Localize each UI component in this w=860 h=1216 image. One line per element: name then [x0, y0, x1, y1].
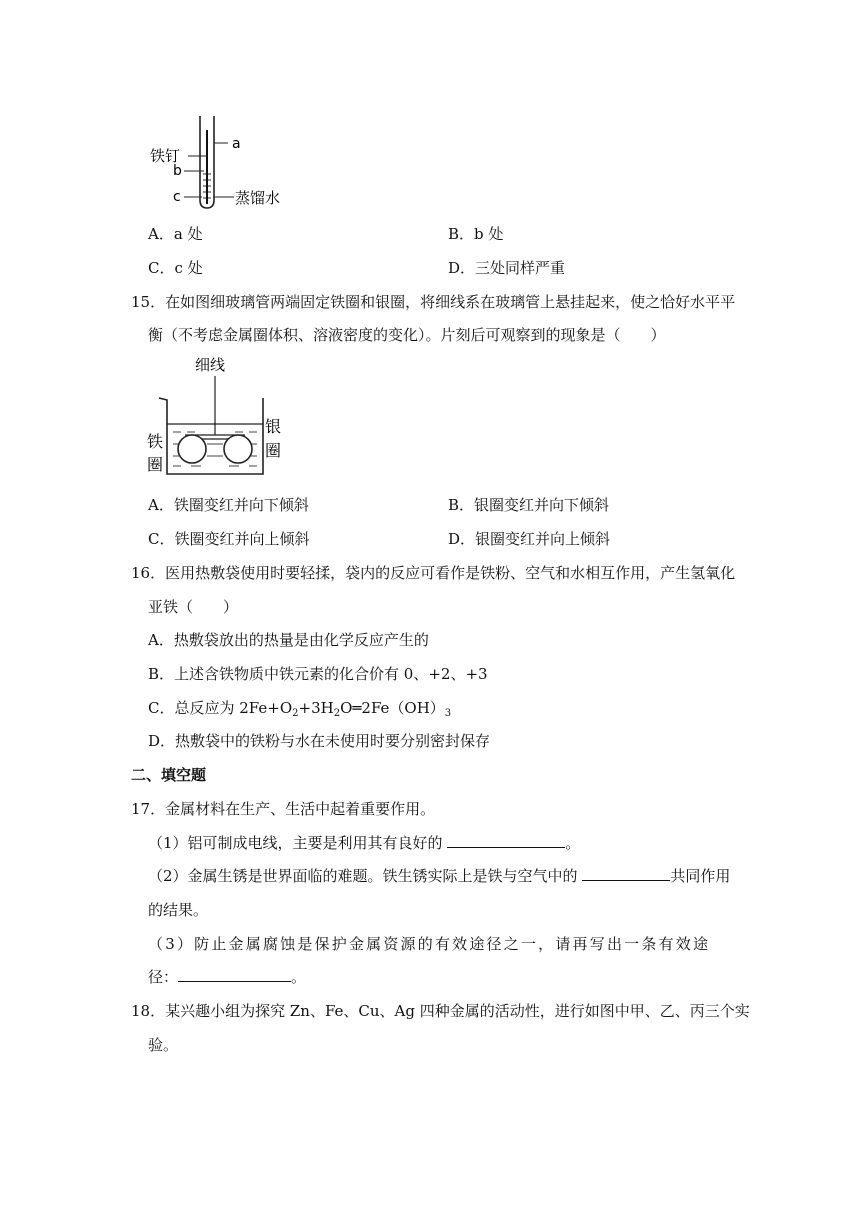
label-a: a	[232, 136, 241, 152]
answer-blank-1[interactable]	[447, 833, 565, 848]
q17-stem: 17．金属材料在生产、生活中起着重要作用。	[131, 800, 436, 818]
q16-option-b: B．上述含铁物质中铁元素的化合价有 0、+2、+3	[148, 665, 488, 683]
q14-option-d: D．三处同样严重	[448, 259, 566, 277]
q18-stem-line1: 18．某兴趣小组为探究 Zn、Fe、Cu、Ag 四种金属的活动性，进行如图中甲、乙、丙三个实	[131, 1002, 750, 1020]
q15-option-b: B．银圈变红并向下倾斜	[448, 496, 610, 514]
nail-label: 铁钉	[150, 147, 181, 165]
q16-option-c: C．总反应为 $2Fe+O_2+3H_2O═2Fe(OH)_3$	[148, 699, 452, 719]
beaker-figure	[145, 352, 285, 482]
iron-label-1: 铁	[147, 432, 164, 451]
silver-label-2: 圈	[265, 441, 282, 460]
q16-stem-line2: 亚铁（ ）	[148, 598, 239, 616]
q17-part2-cont: 的结果。	[148, 901, 209, 919]
q17-part3-cont: 径： 。	[148, 968, 307, 986]
iron-label-2: 圈	[147, 455, 164, 474]
q16-option-a: A．热敷袋放出的热量是由化学反应产生的	[148, 631, 429, 649]
label-c: c	[173, 189, 181, 205]
q16-stem-line1: 16．医用热敷袋使用时要轻揉，袋内的反应可看作是铁粉、空气和水相互作用，产生氢氧化	[131, 564, 736, 582]
label-b: b	[173, 163, 182, 179]
q14-option-a: A．a 处	[148, 225, 203, 243]
q18-stem-line2: 验。	[148, 1036, 179, 1054]
q15-stem-line2: 衡（不考虑金属圈体积、溶液密度的变化）。片刻后可观察到的现象是（ ）	[148, 326, 666, 344]
q14-option-c: C．c 处	[148, 259, 203, 277]
q16-option-d: D．热敷袋中的铁粉与水在未使用时要分别密封保存	[148, 732, 491, 750]
thread-label: 细线	[195, 356, 226, 374]
q15-stem-line1: 15．在如图细玻璃管两端固定铁圈和银圈，将细线系在玻璃管上悬挂起来，使之恰好水平平	[131, 293, 736, 311]
answer-blank-3[interactable]	[178, 967, 291, 982]
q17-part2: （2）金属生锈是世界面临的难题。铁生锈实际上是铁与空气中的 共同作用	[148, 867, 731, 885]
q14-option-b: B．b 处	[448, 225, 504, 243]
q15-option-a: A．铁圈变红并向下倾斜	[148, 496, 309, 514]
q17-part3: （3）防止金属腐蚀是保护金属资源的有效途径之一，请再写出一条有效途	[148, 935, 711, 953]
section-heading: 二、填空题	[131, 766, 207, 784]
q15-option-c: C．铁圈变红并向上倾斜	[148, 530, 310, 548]
water-label: 蒸馏水	[235, 189, 281, 207]
q17-part1: （1）铝可制成电线，主要是利用其有良好的 。	[148, 834, 581, 852]
answer-blank-2[interactable]	[582, 866, 670, 881]
test-tube-figure	[140, 108, 300, 213]
silver-label-1: 银	[265, 417, 282, 436]
q15-option-d: D．银圈变红并向上倾斜	[448, 530, 611, 548]
